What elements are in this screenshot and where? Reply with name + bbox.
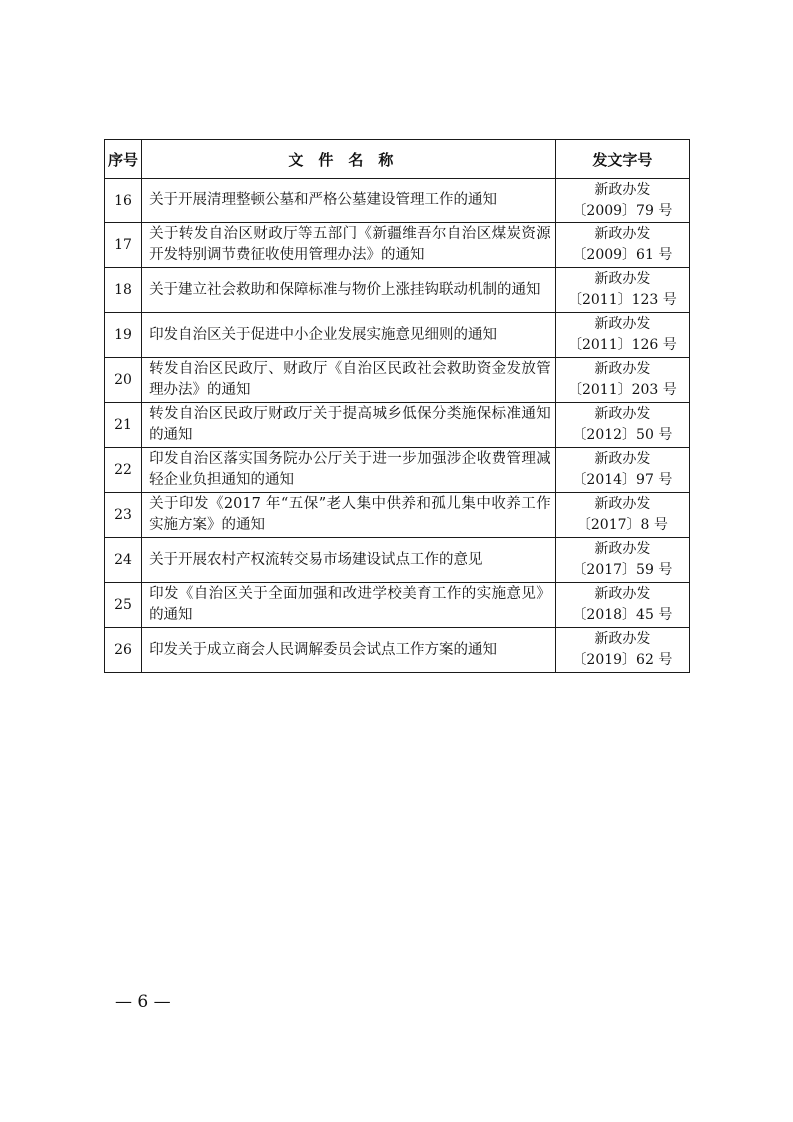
row-document-name: 印发自治区落实国务院办公厅关于进一步加强涉企收费管理减轻企业负担通知的通知	[142, 448, 556, 493]
row-document-name: 关于转发自治区财政厅等五部门《新疆维吾尔自治区煤炭资源开发特别调节费征收使用管理办法》的通知	[142, 223, 556, 268]
row-serial-number: 21	[105, 403, 142, 448]
code-issuer: 新政办发	[594, 181, 651, 198]
code-issuer: 新政办发	[594, 361, 651, 377]
code-issuer: 新政办发	[594, 406, 651, 422]
code-issuer: 新政办发	[594, 541, 651, 557]
code-number: 〔2017〕8 号	[576, 517, 668, 533]
code-issuer: 新政办发	[594, 226, 651, 242]
row-document-code	[555, 448, 689, 493]
table-row	[105, 268, 690, 313]
code-number: 〔2014〕97 号	[572, 472, 673, 488]
row-document-code	[555, 538, 689, 583]
row-serial-number: 23	[105, 493, 142, 538]
code-number: 〔2019〕62 号	[572, 652, 673, 668]
row-serial-number: 24	[105, 538, 142, 583]
row-document-code	[555, 403, 689, 448]
row-serial-number: 26	[105, 628, 142, 673]
code-number: 〔2011〕203 号	[567, 382, 677, 398]
header-document-code: 发文字号	[555, 140, 689, 179]
code-number: 〔2012〕50 号	[572, 427, 673, 443]
code-issuer: 新政办发	[594, 496, 651, 512]
row-document-name: 关于开展农村产权流转交易市场建设试点工作的意见	[142, 538, 556, 583]
row-document-name: 关于建立社会救助和保障标准与物价上涨挂钩联动机制的通知	[142, 268, 556, 313]
row-serial-number: 22	[105, 448, 142, 493]
row-document-name: 转发自治区民政厅财政厅关于提高城乡低保分类施保标准通知的通知	[142, 403, 556, 448]
header-document-name: 文件名称	[142, 140, 556, 179]
code-number: 〔2009〕61 号	[572, 247, 673, 263]
code-number: 〔2017〕59 号	[572, 562, 673, 578]
page-number: — 6 —	[115, 992, 171, 1012]
row-document-code	[555, 583, 689, 628]
row-serial-number: 19	[105, 313, 142, 358]
row-document-name: 印发关于成立商会人民调解委员会试点工作方案的通知	[142, 628, 556, 673]
table-row	[105, 358, 690, 403]
code-issuer: 新政办发	[594, 271, 651, 287]
row-document-code	[555, 313, 689, 358]
row-document-code	[555, 223, 689, 268]
code-issuer: 新政办发	[594, 316, 651, 332]
table-row	[105, 403, 690, 448]
table-row	[105, 313, 690, 358]
code-issuer: 新政办发	[594, 586, 651, 602]
code-number: 〔2011〕123 号	[567, 292, 677, 308]
table-row	[105, 448, 690, 493]
row-serial-number: 16	[105, 179, 142, 223]
row-document-code	[555, 179, 689, 223]
code-number: 〔2009〕79 号	[572, 202, 673, 219]
table-header-row	[105, 140, 690, 179]
table-row	[105, 538, 690, 583]
row-document-code	[555, 268, 689, 313]
row-document-code	[555, 358, 689, 403]
row-document-name: 转发自治区民政厅、财政厅《自治区民政社会救助资金发放管理办法》的通知	[142, 358, 556, 403]
table-row	[105, 493, 690, 538]
row-document-name: 印发自治区关于促进中小企业发展实施意见细则的通知	[142, 313, 556, 358]
table-row	[105, 179, 690, 223]
row-serial-number: 18	[105, 268, 142, 313]
code-number: 〔2018〕45 号	[572, 607, 673, 623]
code-issuer: 新政办发	[594, 451, 651, 467]
table-row	[105, 223, 690, 268]
row-serial-number: 20	[105, 358, 142, 403]
row-document-code	[555, 628, 689, 673]
code-issuer: 新政办发	[594, 631, 651, 647]
table-row	[105, 583, 690, 628]
row-document-name: 印发《自治区关于全面加强和改进学校美育工作的实施意见》的通知	[142, 583, 556, 628]
document-list-table	[104, 139, 690, 673]
header-serial-number: 序号	[105, 140, 142, 179]
table-row	[105, 628, 690, 673]
row-document-name: 关于印发《2017 年“五保”老人集中供养和孤儿集中收养工作实施方案》的通知	[142, 493, 556, 538]
row-serial-number: 17	[105, 223, 142, 268]
row-document-code	[555, 493, 689, 538]
row-serial-number: 25	[105, 583, 142, 628]
row-document-name: 关于开展清理整顿公墓和严格公墓建设管理工作的通知	[142, 179, 556, 223]
code-number: 〔2011〕126 号	[567, 337, 677, 353]
